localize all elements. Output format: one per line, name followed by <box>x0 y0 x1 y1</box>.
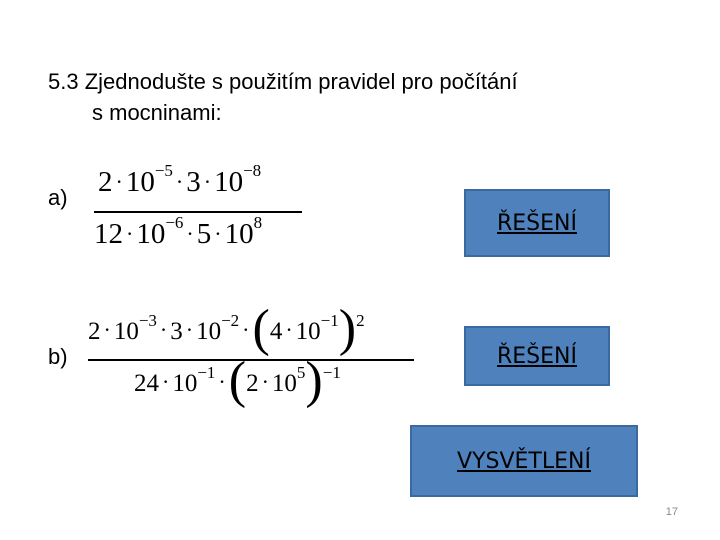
formula-a-numerator: $2 \cdot 10^{-5} \cdot 3 \cdot 10^{-8}$ <box>98 161 262 198</box>
task-statement <box>48 66 518 128</box>
item-b-label: b) <box>48 344 68 369</box>
solution-button-b[interactable] <box>464 326 610 386</box>
explanation-button[interactable] <box>410 425 638 497</box>
formula-a-denominator: $12 \cdot 10^{-6} \cdot 5 \cdot 10^8$ <box>94 213 263 250</box>
formula-b-fraction-bar <box>88 359 414 361</box>
explanation-button-label[interactable]: VYSVĚTLENÍ <box>457 448 591 474</box>
formula-a-fraction-bar <box>94 211 302 213</box>
solution-button-a-label[interactable]: ŘEŠENÍ <box>497 210 577 236</box>
task-text-line1: Zjednodušte s použitím pravidel pro počítání <box>84 69 518 94</box>
solution-button-a[interactable] <box>464 189 610 257</box>
formula-b-numerator: $2 \cdot 10^{-3} \cdot 3 \cdot 10^{-2} \cdot(4 \cdot 10^{-1})^2$ <box>88 300 365 357</box>
page-number: 17 <box>665 506 678 518</box>
formula-b-denominator: $24 \cdot 10^{-1} \cdot(2 \cdot 10^5)^{-1}$ <box>134 352 341 409</box>
task-text-line2: s mocninami: <box>92 100 222 125</box>
solution-button-b-label[interactable]: ŘEŠENÍ <box>497 343 577 369</box>
item-a-label: a) <box>48 185 68 210</box>
task-number: 5.3 <box>48 69 79 94</box>
